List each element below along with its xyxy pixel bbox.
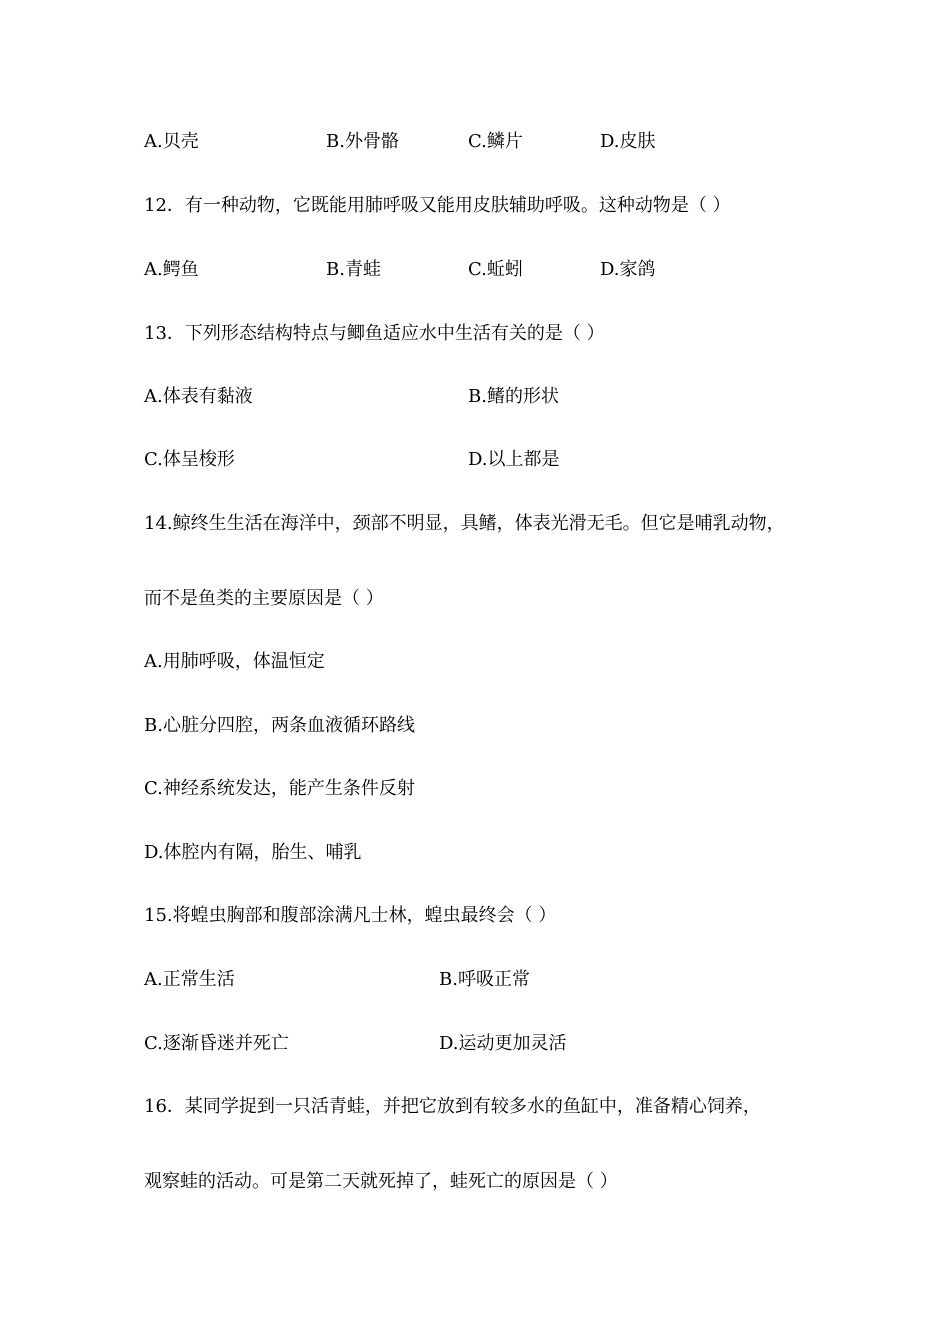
q14-option-b: B.心脏分四腔，两条血液循环路线 bbox=[144, 715, 415, 736]
q13-option-c: C.体呈梭形 bbox=[144, 449, 235, 470]
q11-option-d: D.皮肤 bbox=[600, 131, 656, 152]
q13-option-b: B.鳍的形状 bbox=[468, 386, 559, 407]
q14-option-c: C.神经系统发达，能产生条件反射 bbox=[144, 778, 415, 799]
q11-option-c: C.鳞片 bbox=[468, 131, 523, 152]
q16-stem-line-1: 16．某同学捉到一只活青蛙，并把它放到有较多水的鱼缸中，准备精心饲养， bbox=[144, 1096, 761, 1117]
q14-stem-line-2: 而不是鱼类的主要原因是（ ） bbox=[144, 588, 384, 609]
q15-option-a: A.正常生活 bbox=[144, 969, 235, 990]
q12-option-a: A.鳄鱼 bbox=[144, 259, 199, 280]
q16-stem-line-2: 观察蛙的活动。可是第二天就死掉了，蛙死亡的原因是（ ） bbox=[144, 1171, 618, 1192]
q14-option-a: A.用肺呼吸，体温恒定 bbox=[144, 651, 325, 672]
q12-stem: 12．有一种动物，它既能用肺呼吸又能用皮肤辅助呼吸。这种动物是（ ） bbox=[144, 195, 731, 216]
q15-stem: 15.将蝗虫胸部和腹部涂满凡士林，蝗虫最终会（ ） bbox=[144, 905, 557, 926]
q13-option-a: A.体表有黏液 bbox=[144, 386, 253, 407]
q12-option-d: D.家鸽 bbox=[600, 259, 656, 280]
q11-option-a: A.贝壳 bbox=[144, 131, 199, 152]
q15-option-b: B.呼吸正常 bbox=[439, 969, 530, 990]
q11-option-b: B.外骨骼 bbox=[326, 131, 399, 152]
q14-option-d: D.体腔内有隔，胎生、哺乳 bbox=[144, 842, 362, 863]
q12-option-c: C.蚯蚓 bbox=[468, 259, 523, 280]
q13-stem: 13．下列形态结构特点与鲫鱼适应水中生活有关的是（ ） bbox=[144, 323, 605, 344]
q15-option-d: D.运动更加灵活 bbox=[439, 1033, 567, 1054]
q15-option-c: C.逐渐昏迷并死亡 bbox=[144, 1033, 289, 1054]
q13-option-d: D.以上都是 bbox=[468, 449, 560, 470]
q12-option-b: B.青蛙 bbox=[326, 259, 381, 280]
q14-stem-line-1: 14.鲸终生生活在海洋中，颈部不明显，具鳍，体表光滑无毛。但它是哺乳动物， bbox=[144, 513, 785, 534]
